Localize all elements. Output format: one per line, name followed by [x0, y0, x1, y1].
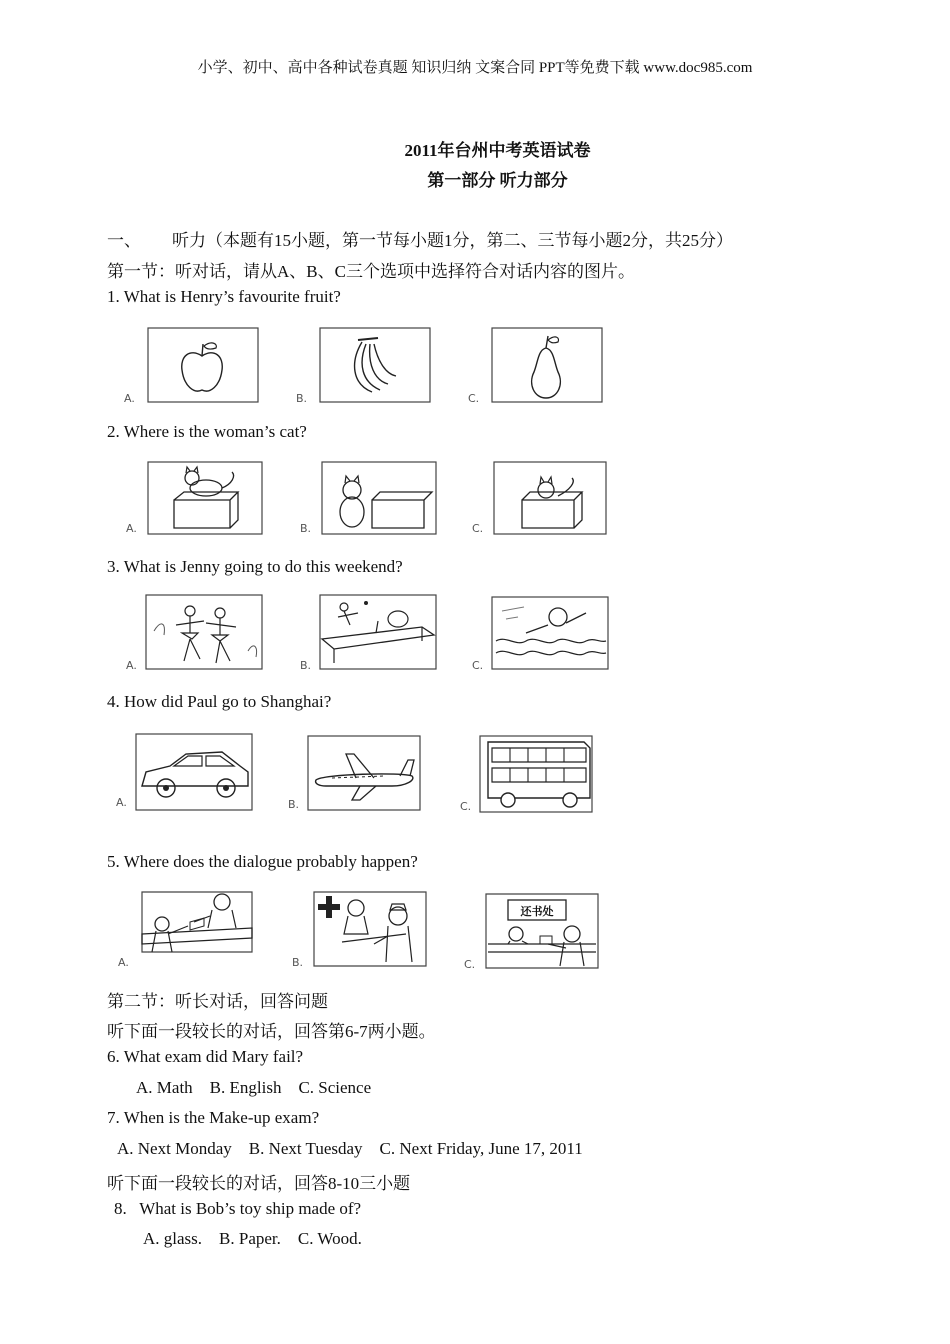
dialogue1-intro: 听下面一段较长的对话，回答第6-7两小题。	[107, 1022, 436, 1041]
q4-option-b	[282, 728, 432, 816]
question-8-options: A. glass. B. Paper. C. Wood.	[143, 1229, 362, 1248]
cat-on-box-picture	[120, 456, 270, 542]
option-letter: C.	[472, 522, 484, 535]
ballet-picture	[120, 591, 270, 677]
q1-option-c	[464, 322, 614, 410]
q4-option-a	[110, 728, 260, 816]
q3-option-b	[294, 591, 444, 677]
q3-option-c	[466, 591, 616, 677]
q2-option-b	[294, 456, 444, 542]
option-letter: A.	[124, 392, 135, 405]
q5-option-a	[112, 886, 262, 972]
q1-option-b	[292, 322, 442, 410]
question-8: 8. What is Bob’s toy ship made of?	[114, 1199, 362, 1218]
question-7: 7. When is the Make-up exam?	[107, 1108, 320, 1127]
option-letter: C.	[472, 659, 484, 672]
dialogue2-intro: 听下面一段较长的对话，回答8-10三小题	[107, 1174, 411, 1193]
library-picture	[458, 886, 608, 974]
option-letter: C.	[468, 392, 480, 405]
exam-subtitle: 第一部分 听力部分	[427, 171, 568, 190]
option-letter: A.	[116, 796, 127, 809]
car-picture	[110, 728, 260, 816]
part1-instruction: 第一节：听对话，请从A、B、C三个选项中选择符合对话内容的图片。	[107, 262, 635, 281]
section-one-label: 一、	[107, 231, 141, 250]
bus-picture	[454, 728, 604, 818]
q3-option-a	[120, 591, 270, 677]
question-5: 5. Where does the dialogue probably happen?	[107, 852, 418, 871]
page-header: 小学、初中、高中各种试卷真题 知识归纳 文案合同 PPT等免费下载 www.doc985.com	[197, 60, 753, 76]
option-letter: A.	[126, 522, 137, 535]
question-7-options: A. Next Monday B. Next Tuesday C. Next Friday, June 17, 2011	[117, 1139, 583, 1158]
question-6-options: A. Math B. English C. Science	[136, 1078, 372, 1097]
pear-picture	[464, 322, 614, 410]
question-6: 6. What exam did Mary fail?	[107, 1047, 304, 1066]
option-letter: B.	[300, 522, 312, 535]
q1-option-a	[120, 322, 270, 410]
library-sign: 还书处	[520, 905, 554, 918]
swimming-picture	[466, 591, 616, 677]
q2-option-a	[120, 456, 270, 542]
plane-picture	[282, 728, 432, 816]
option-letter: C.	[464, 958, 476, 971]
q2-option-c	[466, 456, 616, 542]
bananas-picture	[292, 322, 442, 410]
option-letter: A.	[126, 659, 137, 672]
shop-picture	[112, 886, 262, 972]
question-1: 1. What is Henry’s favourite fruit?	[107, 287, 341, 306]
cat-beside-box-picture	[294, 456, 444, 542]
exam-title: 2011年台州中考英语试卷	[404, 141, 591, 160]
q5-option-b	[286, 886, 436, 972]
q5-option-c	[458, 886, 608, 974]
option-letter: B.	[296, 392, 308, 405]
option-letter: C.	[460, 800, 472, 813]
option-letter: B.	[300, 659, 312, 672]
cat-in-box-picture	[466, 456, 616, 542]
question-4: 4. How did Paul go to Shanghai?	[107, 692, 332, 711]
hospital-picture	[286, 886, 436, 972]
question-2: 2. Where is the woman’s cat?	[107, 422, 307, 441]
option-letter: B.	[292, 956, 304, 969]
part2-heading: 第二节：听长对话，回答问题	[107, 992, 328, 1011]
option-letter: B.	[288, 798, 300, 811]
table-tennis-picture	[294, 591, 444, 677]
section-one-text: 听力（本题有15小题，第一节每小题1分，第二、三节每小题2分，共25分）	[172, 231, 733, 250]
apple-picture	[120, 322, 270, 410]
option-letter: A.	[118, 956, 129, 969]
question-3: 3. What is Jenny going to do this weekend?	[107, 557, 403, 576]
q4-option-c	[454, 728, 604, 818]
